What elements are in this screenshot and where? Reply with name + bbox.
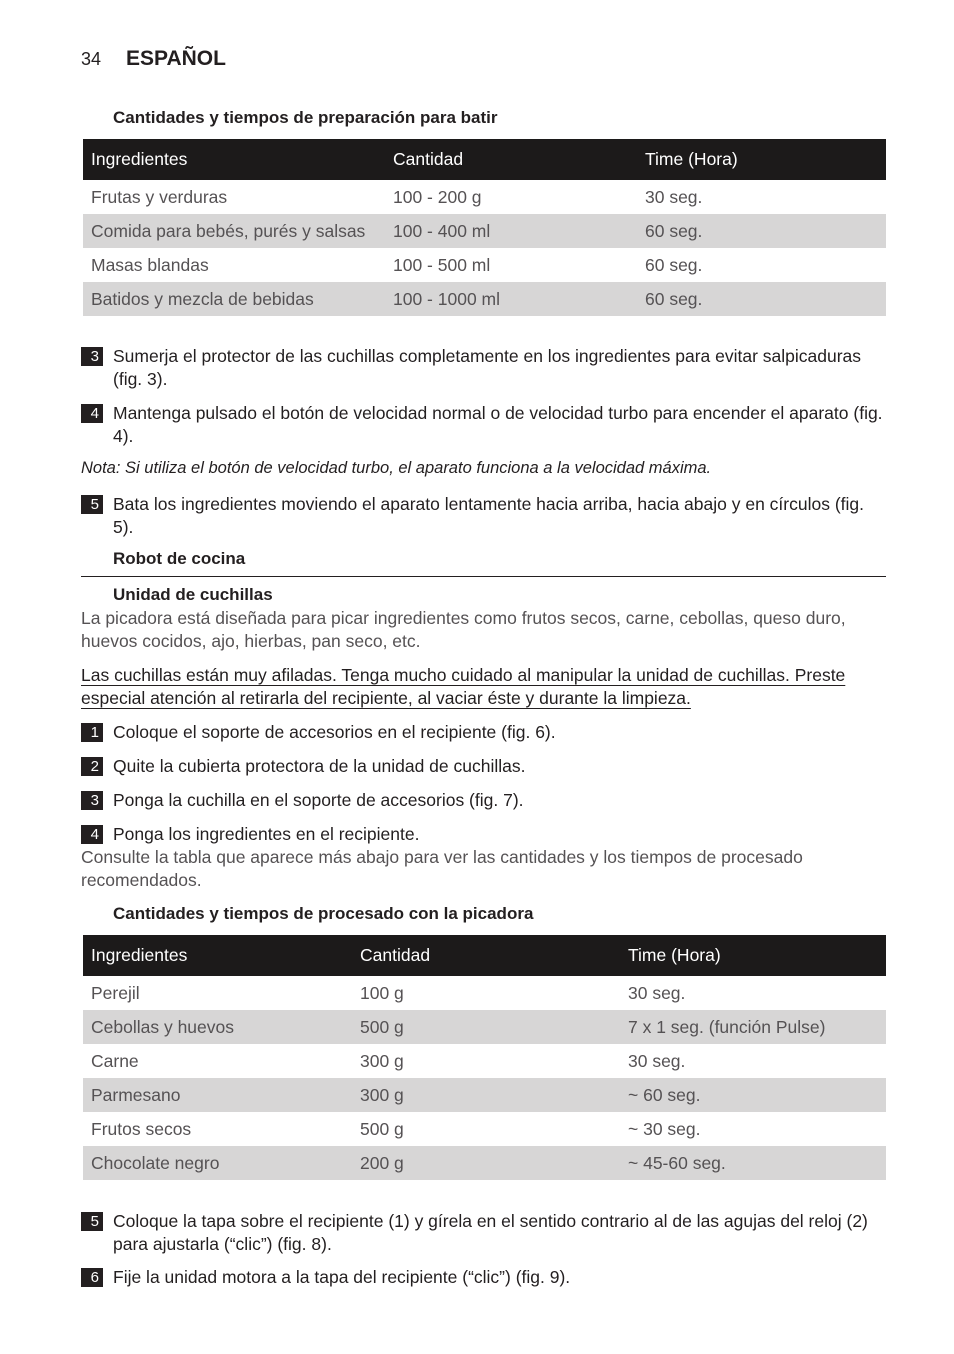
table-cell: ~ 45-60 seg. bbox=[620, 1146, 886, 1180]
step-number: 3 bbox=[81, 791, 103, 810]
page-number: 34 bbox=[81, 49, 102, 69]
table-cell: 30 seg. bbox=[628, 982, 686, 1003]
step-number: 6 bbox=[81, 1268, 103, 1287]
column-header: Time (Hora) bbox=[637, 139, 886, 180]
table-cell: 100 - 200 g bbox=[393, 186, 482, 207]
table-cell: Comida para bebés, purés y salsas bbox=[83, 214, 385, 248]
table-cell: 300 g bbox=[352, 1078, 620, 1112]
table-cell: 500 g bbox=[352, 1010, 620, 1044]
warning-paragraph bbox=[81, 664, 886, 710]
table-header-row bbox=[83, 139, 886, 180]
step-text: Coloque la tapa sobre el recipiente (1) y gírela en el sentido contrario al de las agujas del reloj (2) para ajustarla (“clic”) (fig. 8). bbox=[113, 1211, 868, 1254]
table-cell: 30 seg. bbox=[645, 186, 703, 207]
table-cell: 300 g bbox=[360, 1050, 404, 1071]
table2-title: Cantidades y tiempos de procesado con la picadora bbox=[113, 904, 534, 923]
table-header-row bbox=[83, 935, 886, 976]
table-cell: 60 seg. bbox=[637, 282, 886, 316]
table-cell: ~ 60 seg. bbox=[620, 1078, 886, 1112]
table-cell: Carne bbox=[91, 1050, 139, 1071]
step-item bbox=[81, 493, 886, 539]
step-number: 5 bbox=[81, 495, 103, 514]
blending-table bbox=[83, 139, 886, 316]
table-row bbox=[83, 1112, 886, 1146]
table-cell: Frutas y verduras bbox=[91, 186, 228, 207]
column-header: Cantidad bbox=[385, 139, 637, 180]
step-item bbox=[81, 402, 886, 448]
note-text: Nota: Si utiliza el botón de velocidad turbo, el aparato funciona a la velocidad máxima. bbox=[81, 459, 712, 477]
step-number: 4 bbox=[81, 825, 103, 844]
table-row bbox=[83, 976, 886, 1010]
intro-paragraph: La picadora está diseñada para picar ingredientes como frutos secos, carne, cebollas, queso duro, huevos cocidos, ajo, hierbas, pan seco, etc. bbox=[81, 608, 846, 651]
table-row bbox=[83, 1010, 886, 1044]
step-item bbox=[81, 1266, 886, 1289]
table-cell: 200 g bbox=[352, 1146, 620, 1180]
chopper-table bbox=[83, 935, 886, 1180]
table-cell: Perejil bbox=[91, 982, 140, 1003]
step-item bbox=[81, 755, 886, 778]
step-text: Sumerja el protector de las cuchillas completamente en los ingredientes para evitar salpicaduras (fig. 3). bbox=[113, 346, 862, 389]
table-cell: Masas blandas bbox=[91, 254, 209, 275]
table-cell: 60 seg. bbox=[637, 214, 886, 248]
step-number: 4 bbox=[81, 404, 103, 423]
table1-title: Cantidades y tiempos de preparación para batir bbox=[113, 108, 498, 127]
table-row bbox=[83, 180, 886, 214]
table-row bbox=[83, 1078, 886, 1112]
step-item bbox=[81, 1210, 886, 1256]
column-header: Cantidad bbox=[352, 935, 620, 976]
table-cell: 100 - 1000 ml bbox=[385, 282, 637, 316]
table-cell: 60 seg. bbox=[645, 254, 703, 275]
table-row bbox=[83, 214, 886, 248]
step-text: Ponga los ingredientes en el recipiente. bbox=[113, 824, 420, 844]
table-cell: Cebollas y huevos bbox=[83, 1010, 352, 1044]
table-cell: Frutos secos bbox=[91, 1118, 192, 1139]
step-number: 1 bbox=[81, 723, 103, 742]
section-title: Robot de cocina bbox=[81, 549, 886, 577]
table-row bbox=[83, 1044, 886, 1078]
table-cell: 100 g bbox=[360, 982, 404, 1003]
table-cell: Parmesano bbox=[83, 1078, 352, 1112]
language-title: ESPAÑOL bbox=[126, 47, 226, 70]
warning-text: Las cuchillas están muy afiladas. Tenga mucho cuidado al manipular la unidad de cuchillas. Preste especial atención al retirarla del recipiente, al vaciar éste y durante la limpieza. bbox=[81, 665, 846, 708]
subsection-title: Unidad de cuchillas bbox=[113, 585, 273, 604]
step-number: 2 bbox=[81, 757, 103, 776]
step-number: 3 bbox=[81, 347, 103, 366]
table-cell: 100 - 400 ml bbox=[385, 214, 637, 248]
table-cell: Batidos y mezcla de bebidas bbox=[83, 282, 385, 316]
table-cell: 30 seg. bbox=[628, 1050, 686, 1071]
table-cell: 7 x 1 seg. (función Pulse) bbox=[620, 1010, 886, 1044]
table-cell: Chocolate negro bbox=[83, 1146, 352, 1180]
table-cell: 500 g bbox=[360, 1118, 404, 1139]
step-number: 5 bbox=[81, 1212, 103, 1231]
table-cell: ~ 30 seg. bbox=[628, 1118, 701, 1139]
step-item bbox=[81, 789, 886, 812]
step-item bbox=[81, 823, 886, 846]
step-text: Bata los ingredientes moviendo el aparato lentamente hacia arriba, hacia abajo y en círculos (fig. 5). bbox=[113, 494, 864, 537]
consult-paragraph: Consulte la tabla que aparece más abajo para ver las cantidades y los tiempos de procesado recomendados. bbox=[81, 847, 803, 890]
step-text: Fije la unidad motora a la tapa del recipiente (“clic”) (fig. 9). bbox=[113, 1267, 571, 1287]
step-text: Quite la cubierta protectora de la unidad de cuchillas. bbox=[113, 756, 526, 776]
table-row bbox=[83, 282, 886, 316]
step-text: Mantenga pulsado el botón de velocidad normal o de velocidad turbo para encender el aparato (fig. 4). bbox=[113, 403, 883, 446]
step-item bbox=[81, 721, 886, 744]
table-cell: 100 - 500 ml bbox=[393, 254, 491, 275]
step-text: Ponga la cuchilla en el soporte de accesorios (fig. 7). bbox=[113, 790, 524, 810]
column-header: Time (Hora) bbox=[620, 935, 886, 976]
step-text: Coloque el soporte de accesorios en el recipiente (fig. 6). bbox=[113, 722, 556, 742]
step-item bbox=[81, 345, 886, 391]
column-header: Ingredientes bbox=[83, 139, 385, 180]
table-row bbox=[83, 1146, 886, 1180]
column-header: Ingredientes bbox=[83, 935, 352, 976]
table-row bbox=[83, 248, 886, 282]
